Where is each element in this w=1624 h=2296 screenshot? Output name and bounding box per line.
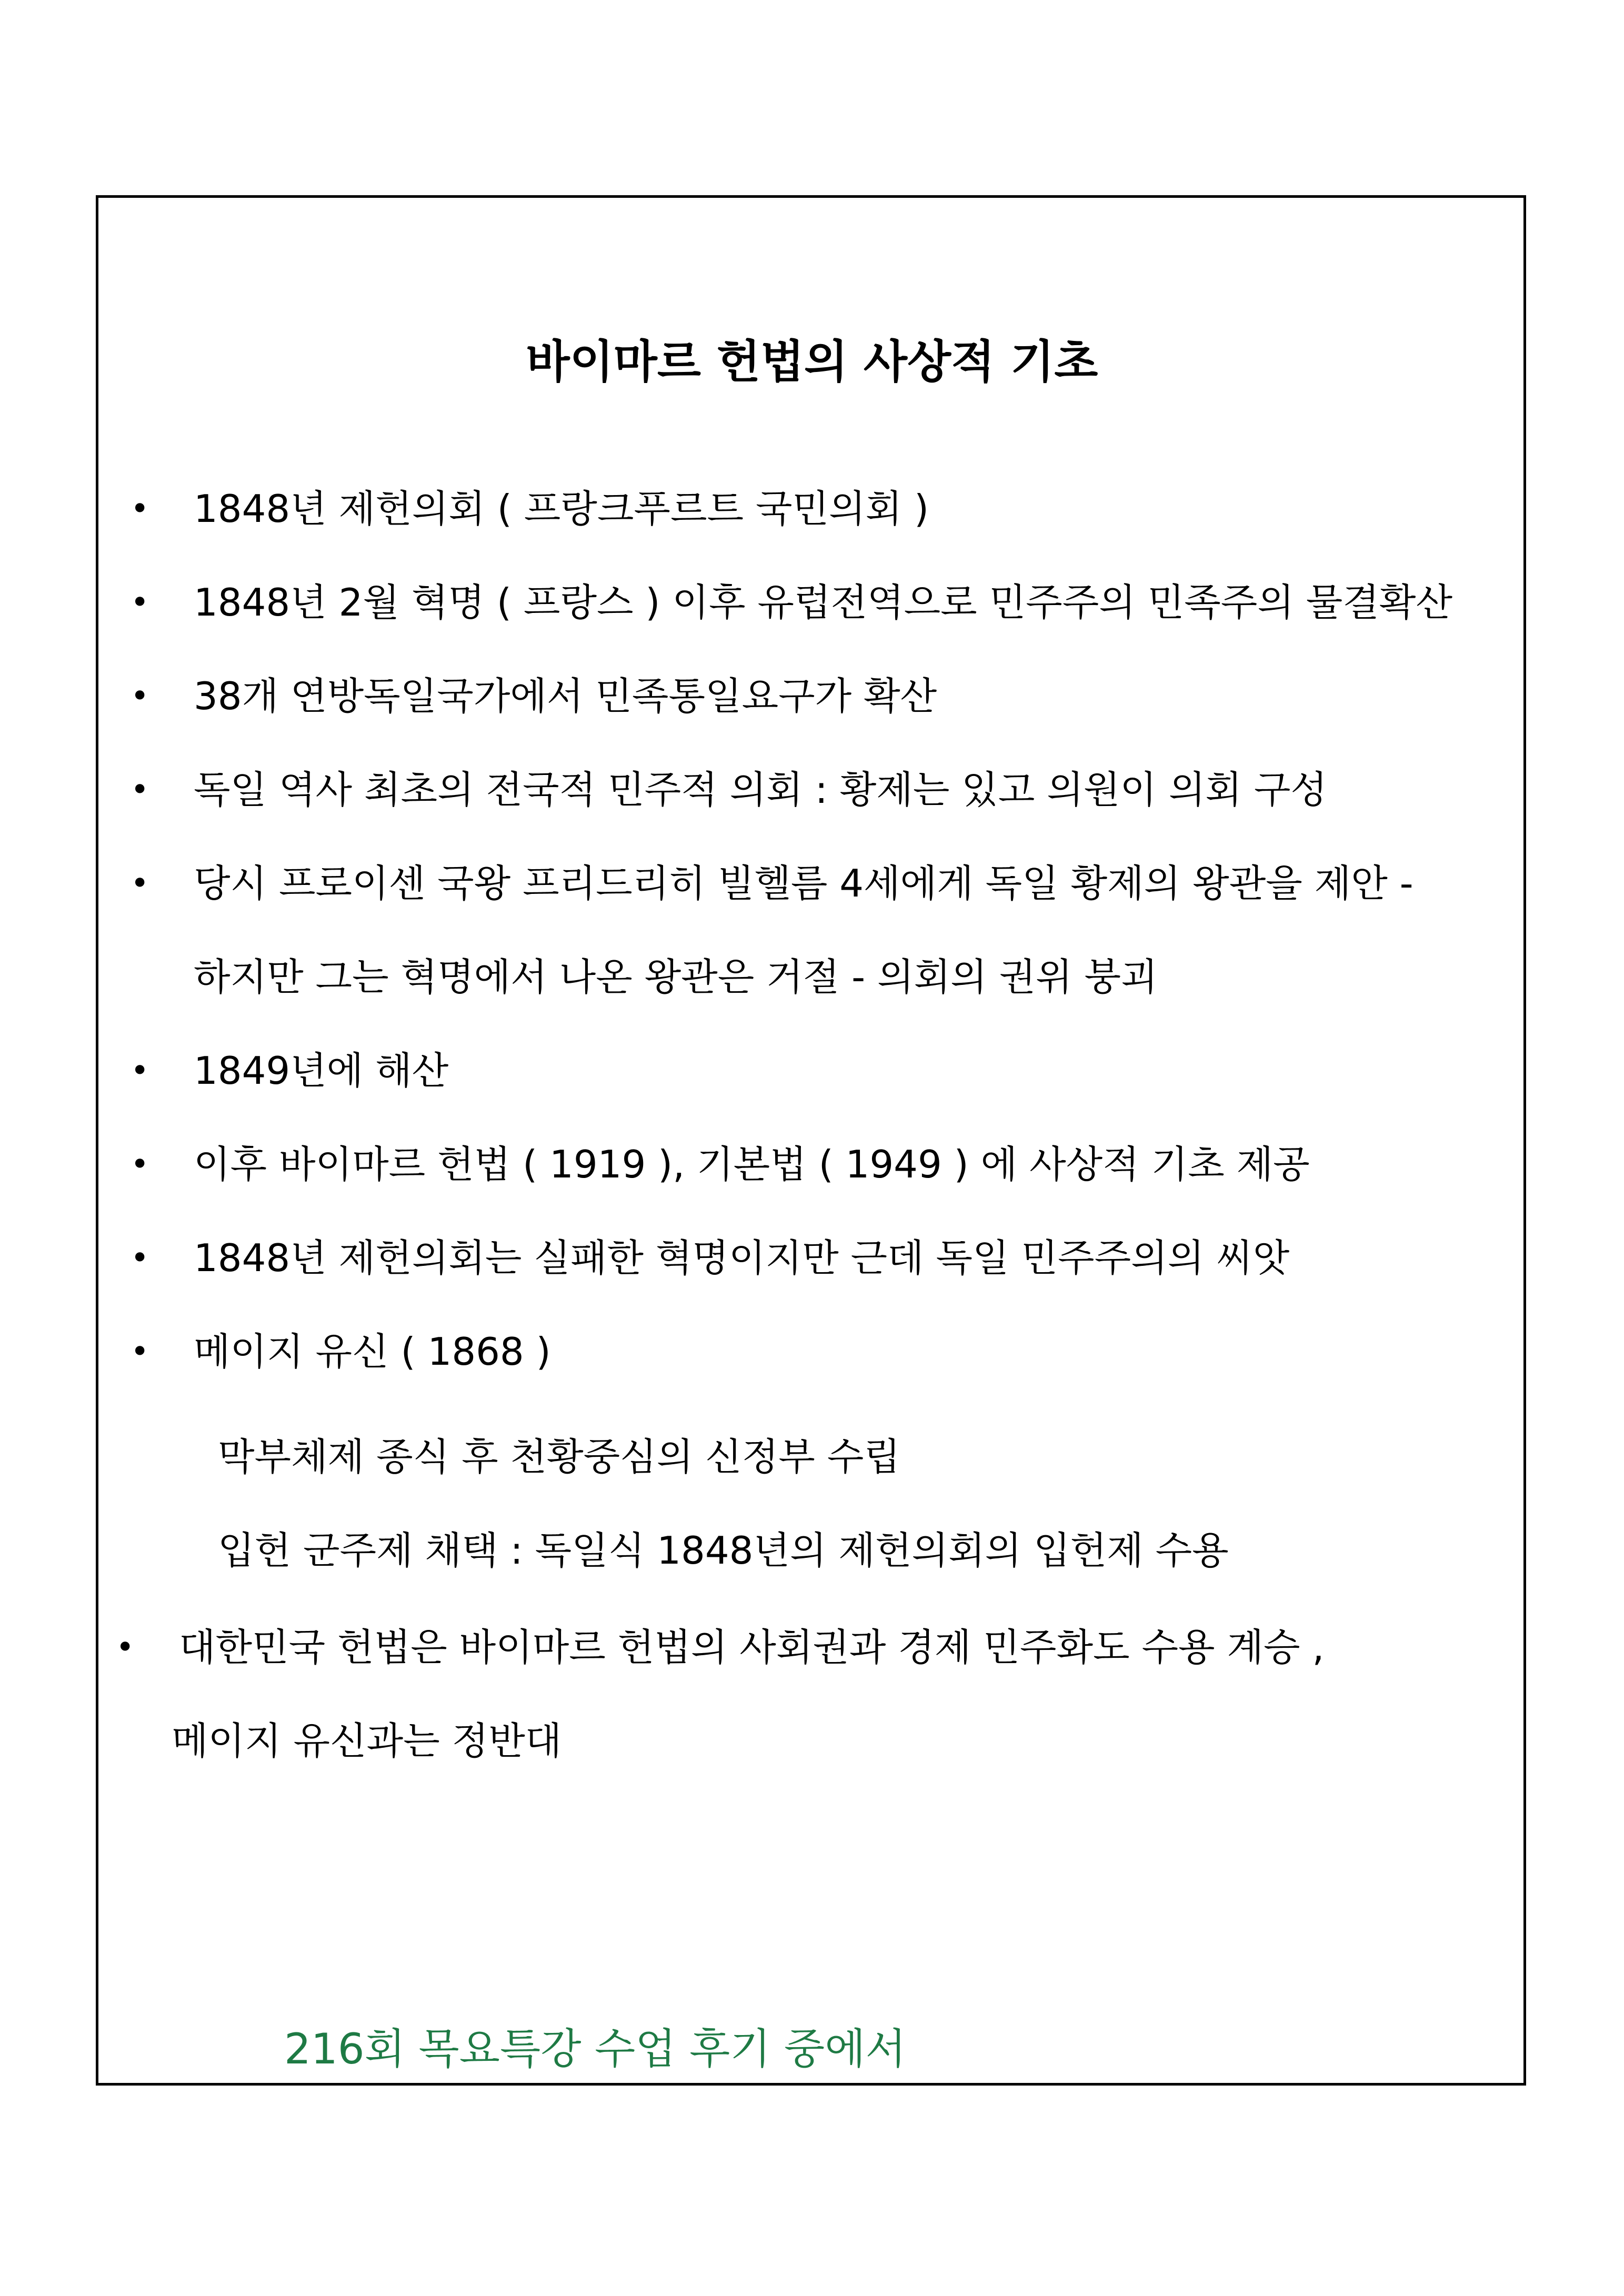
bullet-icon: • xyxy=(131,678,149,714)
bullet-icon: • xyxy=(131,1240,149,1276)
bullet-icon: • xyxy=(131,584,149,621)
list-item: 당시 프로이센 국왕 프리드리히 빌헬름 4세에게 독일 황제의 왕관을 제안 - xyxy=(194,861,1414,905)
list-item: 1848년 2월 혁명 ( 프랑스 ) 이후 유럽전역으로 민주주의 민족주의 물결확산 xyxy=(194,580,1452,625)
bullet-icon: • xyxy=(131,1052,149,1089)
bullet-icon: • xyxy=(131,490,149,527)
bullet-icon: • xyxy=(131,1333,149,1370)
list-item-continuation: 하지만 그는 혁명에서 나온 왕관은 거절 - 의회의 권위 붕괴 xyxy=(194,955,1158,999)
list-item: 독일 역사 최초의 전국적 민주적 의회 : 황제는 있고 의원이 의회 구성 xyxy=(194,768,1327,812)
list-item: 1848년 제헌의회 ( 프랑크푸르트 국민의회 ) xyxy=(194,487,929,531)
footer-note: 216회 목요특강 수업 후기 중에서 xyxy=(284,2025,906,2073)
list-item: 38개 연방독일국가에서 민족통일요구가 확산 xyxy=(194,674,937,718)
sub-item: 막부체제 종식 후 천황중심의 신정부 수립 xyxy=(218,1435,900,1479)
sub-item: 입헌 군주제 채택 : 독일식 1848년의 제헌의회의 입헌제 수용 xyxy=(218,1528,1229,1573)
list-item: 1849년에 해산 xyxy=(194,1049,449,1093)
bullet-icon: • xyxy=(131,865,149,902)
list-item: 이후 바이마르 헌법 ( 1919 ), 기본법 ( 1949 ) 에 사상적 기초 제공 xyxy=(194,1142,1310,1186)
bullet-icon: • xyxy=(131,1146,149,1183)
page-title: 바이마르 헌법의 사상적 기초 xyxy=(526,336,1098,388)
bullet-icon: • xyxy=(116,1629,135,1666)
list-item: 메이지 유신 ( 1868 ) xyxy=(194,1330,551,1374)
list-item: 대한민국 헌법은 바이마르 헌법의 사회권과 경제 민주화도 수용 계승 , xyxy=(179,1625,1325,1669)
list-item-continuation: 메이지 유신과는 정반대 xyxy=(172,1719,562,1763)
list-item: 1848년 제헌의회는 실패한 혁명이지만 근데 독일 민주주의의 씨앗 xyxy=(194,1236,1290,1280)
bullet-icon: • xyxy=(131,771,149,808)
